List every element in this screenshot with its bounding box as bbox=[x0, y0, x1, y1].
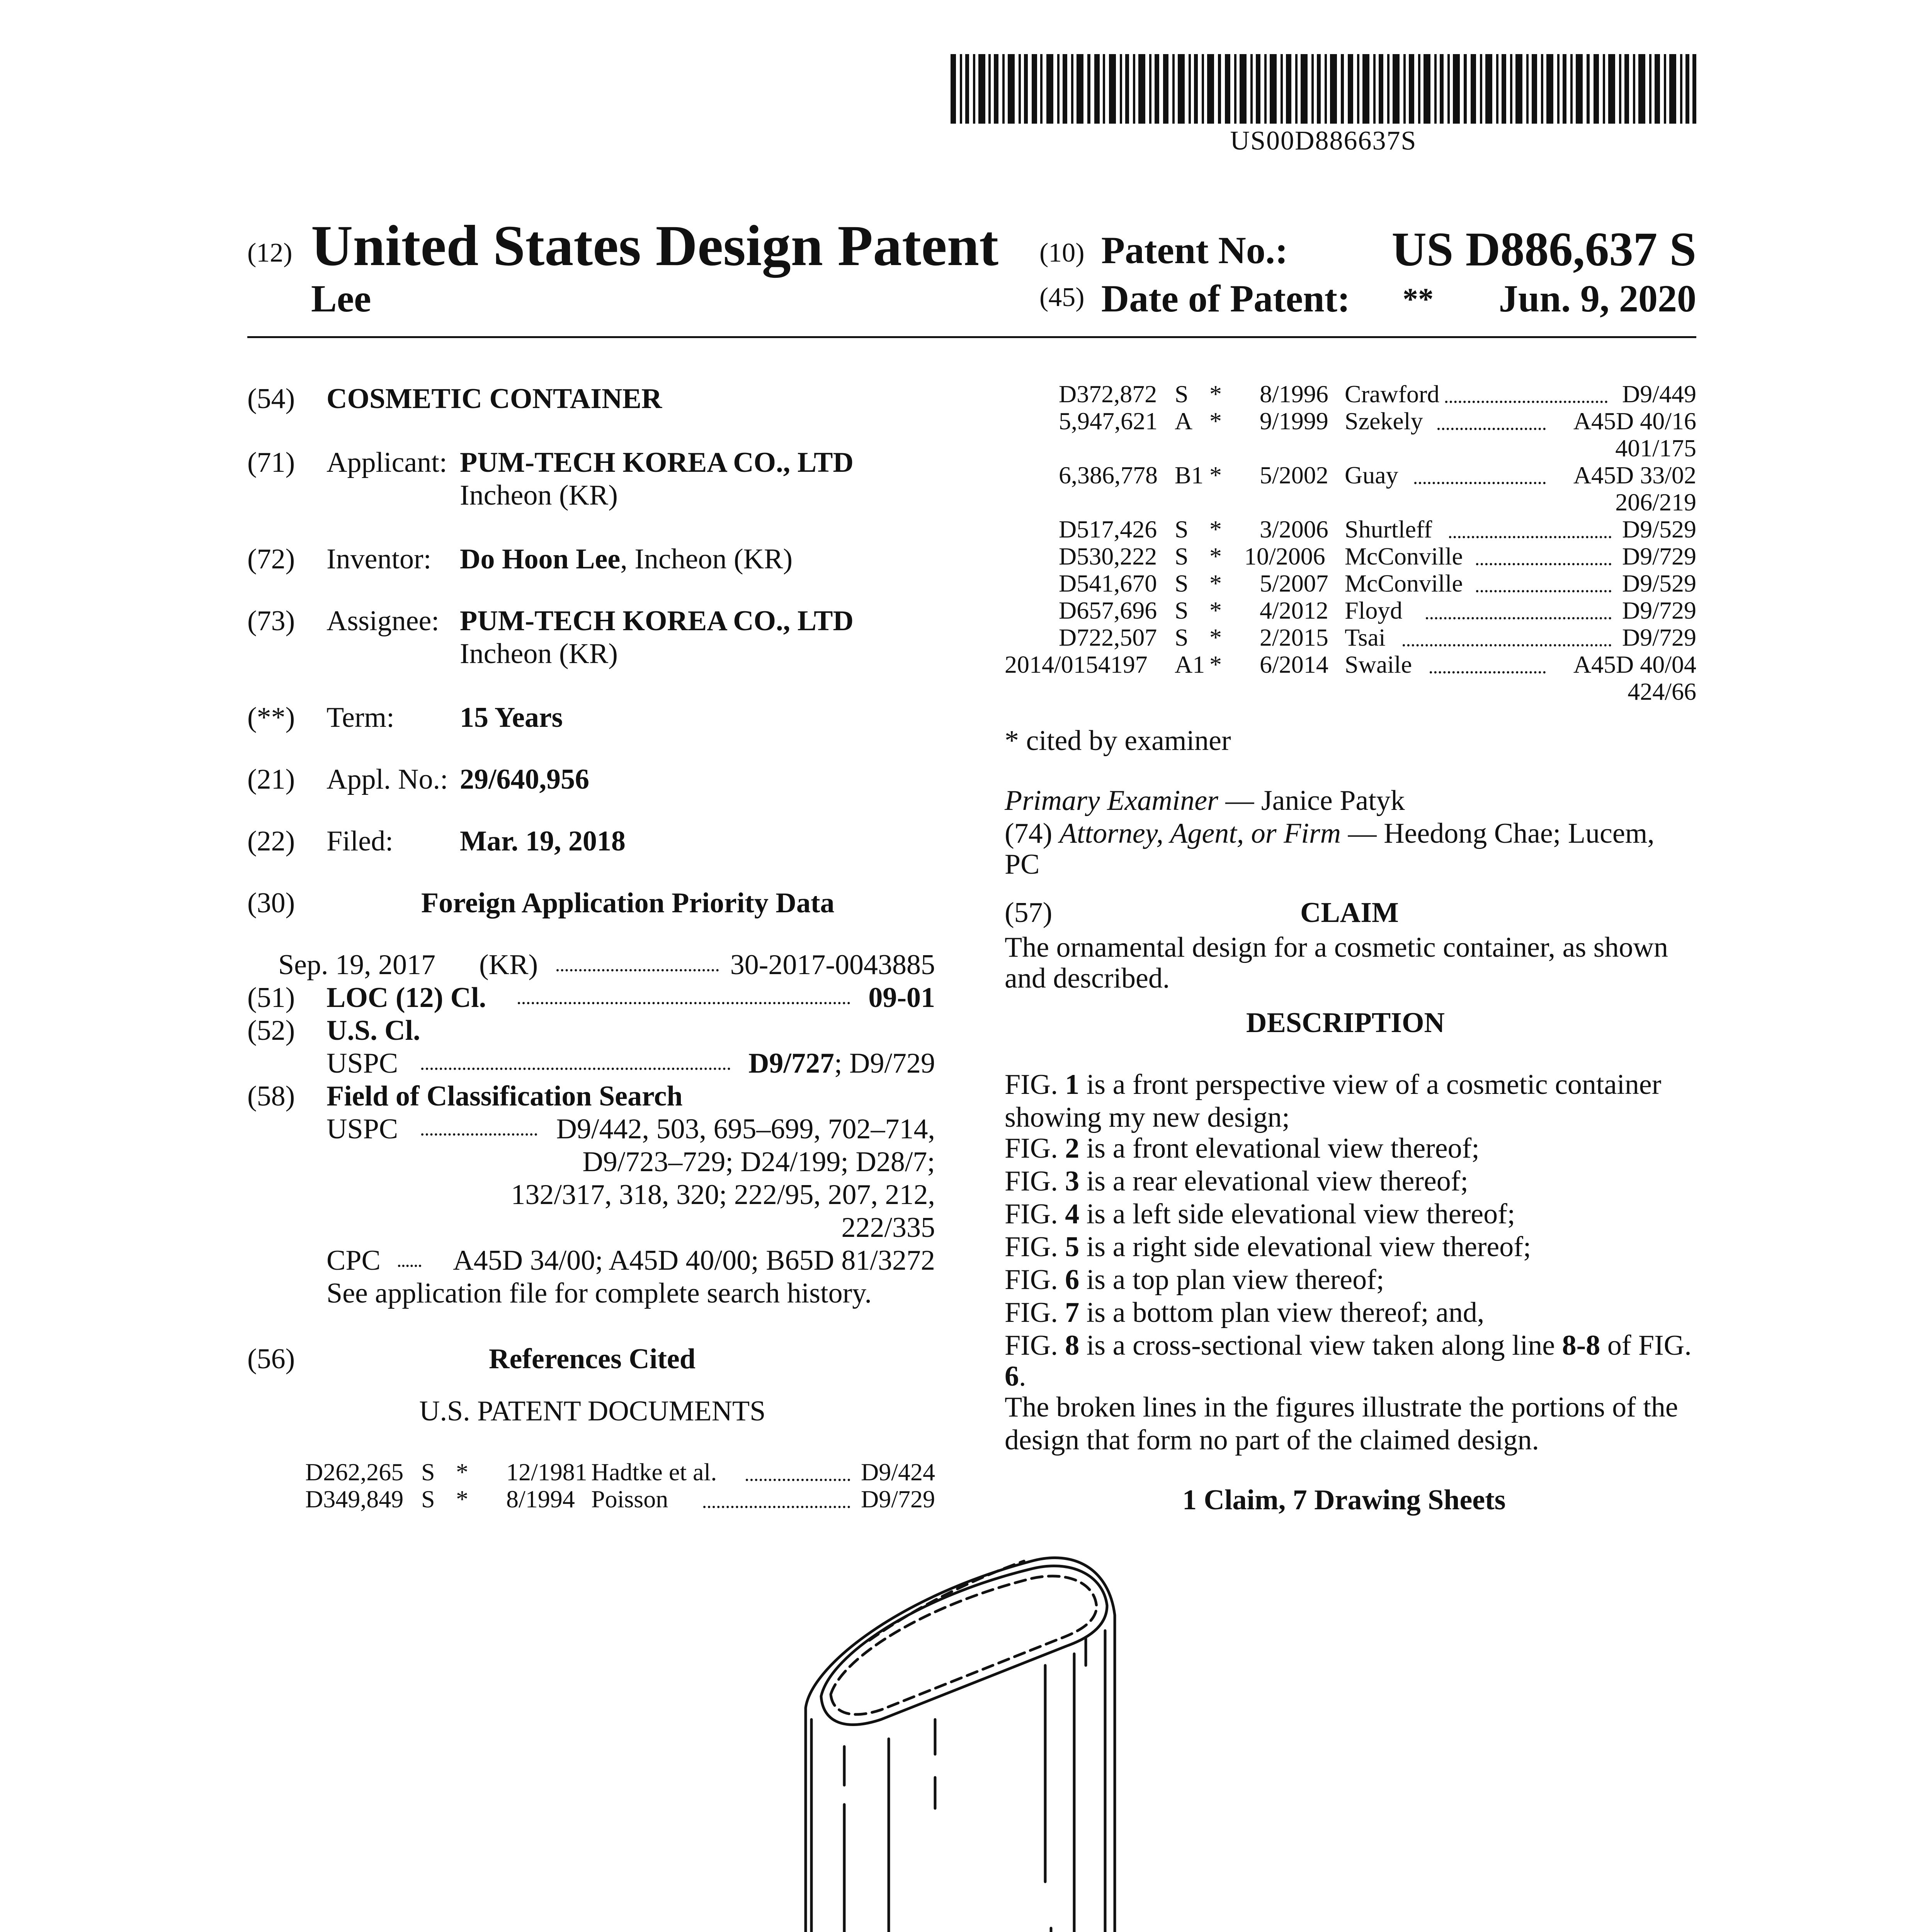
document-title: United States Design Patent bbox=[311, 214, 999, 278]
ref-class: D9/424 bbox=[861, 1458, 935, 1486]
attorney-line-2: PC bbox=[1005, 849, 1040, 880]
leader-dots bbox=[421, 1133, 537, 1136]
ref-date: 9/1999 bbox=[1260, 407, 1328, 435]
section-line-number: 8-8 bbox=[1562, 1330, 1600, 1361]
ref-number: D530,222 bbox=[1059, 543, 1157, 570]
header-rule bbox=[247, 336, 1696, 338]
table-row bbox=[1005, 651, 1696, 705]
primary-examiner-name: — Janice Patyk bbox=[1218, 785, 1405, 816]
desc-text: FIG. bbox=[1005, 1231, 1065, 1263]
leader-dots bbox=[1403, 644, 1611, 646]
ref-number: D541,670 bbox=[1059, 570, 1157, 597]
code-21: (21) bbox=[247, 764, 295, 795]
ref-class-secondary: 206/219 bbox=[1615, 488, 1696, 516]
loc-value: 09-01 bbox=[868, 982, 935, 1014]
title-of-design: COSMETIC CONTAINER bbox=[327, 383, 662, 415]
description-heading: DESCRIPTION bbox=[1246, 1007, 1445, 1039]
description-line bbox=[1005, 1068, 1661, 1101]
ref-kind: S bbox=[1175, 597, 1189, 624]
ref-date: 8/1996 bbox=[1260, 380, 1328, 408]
code-45: (45) bbox=[1039, 282, 1085, 312]
term-value: 15 Years bbox=[460, 702, 563, 733]
code-57: (57) bbox=[1005, 897, 1053, 929]
table-row bbox=[1005, 543, 1696, 570]
ref-kind: A bbox=[1175, 407, 1193, 435]
inventor-name: Do Hoon Lee bbox=[460, 543, 621, 575]
references-heading: References Cited bbox=[489, 1343, 696, 1375]
ref-star: * bbox=[1209, 461, 1222, 489]
desc-text: FIG. bbox=[1005, 1165, 1065, 1197]
date-label: Date of Patent: bbox=[1101, 277, 1350, 320]
assignee-location: Incheon (KR) bbox=[460, 638, 618, 670]
ref-star: * bbox=[1209, 407, 1222, 435]
leader-dots bbox=[1426, 617, 1611, 619]
code-51: (51) bbox=[247, 982, 295, 1014]
description-line bbox=[1005, 1101, 1290, 1134]
applicant-name: PUM-TECH KOREA CO., LTD bbox=[460, 447, 854, 478]
ref-class: A45D 33/02 bbox=[1573, 461, 1696, 489]
code-10: (10) bbox=[1039, 238, 1085, 268]
ref-class-secondary: 424/66 bbox=[1628, 678, 1696, 705]
cpc-value: A45D 34/00; A45D 40/00; B65D 81/3272 bbox=[453, 1245, 935, 1276]
ref-number: D372,872 bbox=[1059, 380, 1157, 408]
ref-number: D262,265 bbox=[305, 1458, 404, 1486]
claims-and-sheets: 1 Claim, 7 Drawing Sheets bbox=[1182, 1484, 1506, 1516]
desc-text: The broken lines in the figures illustrate the portions of the bbox=[1005, 1391, 1678, 1423]
ref-number: D517,426 bbox=[1059, 515, 1157, 543]
ref-date: 3/2006 bbox=[1260, 515, 1328, 543]
ref-kind: S bbox=[1175, 543, 1189, 570]
code-58: (58) bbox=[247, 1080, 295, 1112]
inventor-value bbox=[460, 543, 793, 575]
ref-class: D9/449 bbox=[1622, 380, 1696, 408]
loc-label: LOC (12) Cl. bbox=[327, 982, 486, 1014]
code-72: (72) bbox=[247, 543, 295, 575]
fig-number: 2 bbox=[1065, 1133, 1080, 1164]
uspc-primary: D9/727 bbox=[748, 1048, 834, 1079]
description-line bbox=[1005, 1329, 1692, 1362]
code-71: (71) bbox=[247, 447, 295, 478]
ref-name: Hadtke et al. bbox=[591, 1458, 717, 1486]
appl-no-label: Appl. No.: bbox=[327, 764, 448, 795]
ref-name: Floyd bbox=[1345, 597, 1403, 624]
ref-date: 12/1981 bbox=[506, 1458, 587, 1486]
desc-text: FIG. bbox=[1005, 1069, 1065, 1100]
patent-number: US D886,637 S bbox=[1391, 223, 1696, 276]
ref-date: 5/2007 bbox=[1260, 570, 1328, 597]
search-line-2: D9/723–729; D24/199; D28/7; bbox=[582, 1146, 935, 1178]
leader-dots bbox=[1430, 671, 1546, 673]
ref-star: * bbox=[1209, 597, 1222, 624]
desc-text: is a left side elevational view thereof; bbox=[1079, 1198, 1515, 1230]
barcode bbox=[951, 54, 1696, 124]
desc-text: FIG. bbox=[1005, 1264, 1065, 1296]
uspc-label: USPC bbox=[327, 1048, 398, 1079]
fig-number: 6 bbox=[1005, 1361, 1019, 1392]
primary-examiner-label: Primary Examiner bbox=[1005, 785, 1218, 816]
desc-text: is a bottom plan view thereof; and, bbox=[1079, 1297, 1485, 1328]
desc-text: is a right side elevational view thereof; bbox=[1079, 1231, 1531, 1263]
ref-kind: S bbox=[421, 1485, 435, 1513]
description-line bbox=[1005, 1132, 1480, 1165]
assignee-label: Assignee: bbox=[327, 605, 439, 637]
fig-number: 8 bbox=[1065, 1330, 1080, 1361]
ref-number: 5,947,621 bbox=[1059, 407, 1158, 435]
ref-name: Szekely bbox=[1345, 407, 1423, 435]
ref-class: D9/529 bbox=[1622, 515, 1696, 543]
assignee-name: PUM-TECH KOREA CO., LTD bbox=[460, 605, 854, 637]
ref-number: 2014/0154197 bbox=[1005, 651, 1148, 678]
ref-number: 6,386,778 bbox=[1059, 461, 1158, 489]
desc-text: of FIG. bbox=[1600, 1330, 1692, 1361]
desc-text: is a front elevational view thereof; bbox=[1079, 1133, 1480, 1164]
table-row bbox=[305, 1459, 935, 1486]
claim-text-line-1: The ornamental design for a cosmetic container, as shown bbox=[1005, 932, 1668, 963]
ref-date: 2/2015 bbox=[1260, 624, 1328, 651]
code-56: (56) bbox=[247, 1343, 295, 1375]
applicant-label: Applicant: bbox=[327, 447, 447, 478]
ref-date: 8/1994 bbox=[506, 1485, 575, 1513]
code-74: (74) bbox=[1005, 818, 1053, 849]
ref-class: D9/529 bbox=[1622, 570, 1696, 597]
description-line bbox=[1005, 1296, 1484, 1329]
desc-text: FIG. bbox=[1005, 1198, 1065, 1230]
leader-dots bbox=[1476, 590, 1611, 592]
ref-kind: S bbox=[421, 1458, 435, 1486]
date-marker: ** bbox=[1403, 282, 1434, 316]
ref-date: 4/2012 bbox=[1260, 597, 1328, 624]
ref-class: D9/729 bbox=[1622, 624, 1696, 651]
table-row bbox=[1005, 597, 1696, 624]
ref-name: Poisson bbox=[591, 1485, 668, 1513]
table-row bbox=[1005, 570, 1696, 597]
description-line bbox=[1005, 1264, 1384, 1296]
claim-text-line-2: and described. bbox=[1005, 963, 1170, 994]
ref-star: * bbox=[456, 1458, 468, 1486]
table-row bbox=[1005, 462, 1696, 516]
fig-number: 1 bbox=[1065, 1069, 1080, 1100]
uspc-value bbox=[748, 1047, 935, 1080]
ref-star: * bbox=[1209, 651, 1222, 678]
priority-country: (KR) bbox=[479, 949, 538, 981]
priority-heading: Foreign Application Priority Data bbox=[421, 887, 835, 919]
publication-number: US00D886637S bbox=[1230, 126, 1417, 156]
us-cl-label: U.S. Cl. bbox=[327, 1015, 420, 1046]
ref-date: 10/2006 bbox=[1244, 543, 1325, 570]
search-line-3: 132/317, 318, 320; 222/95, 207, 212, bbox=[511, 1179, 935, 1211]
description-line bbox=[1005, 1198, 1515, 1230]
leader-dots bbox=[421, 1068, 730, 1070]
leader-dots bbox=[1437, 428, 1546, 430]
ref-number: D722,507 bbox=[1059, 624, 1157, 651]
leader-dots bbox=[398, 1265, 421, 1267]
appl-no-value: 29/640,956 bbox=[460, 764, 590, 795]
ref-date: 5/2002 bbox=[1260, 461, 1328, 489]
search-line-1: D9/442, 503, 695–699, 702–714, bbox=[556, 1113, 935, 1145]
leader-dots bbox=[556, 969, 719, 971]
us-patent-documents-heading: U.S. PATENT DOCUMENTS bbox=[419, 1395, 766, 1427]
table-row bbox=[1005, 624, 1696, 651]
table-row bbox=[305, 1486, 935, 1513]
priority-date: Sep. 19, 2017 bbox=[278, 949, 435, 981]
patent-no-label: Patent No.: bbox=[1101, 229, 1288, 272]
table-row bbox=[1005, 408, 1696, 462]
code-22: (22) bbox=[247, 825, 295, 857]
ref-date: 6/2014 bbox=[1260, 651, 1328, 678]
desc-text: FIG. bbox=[1005, 1133, 1065, 1164]
ref-class: D9/729 bbox=[1622, 597, 1696, 624]
date-of-patent: Jun. 9, 2020 bbox=[1498, 277, 1696, 320]
ref-kind: S bbox=[1175, 380, 1189, 408]
ref-star: * bbox=[1209, 380, 1222, 408]
cpc-label: CPC bbox=[327, 1245, 381, 1276]
ref-name: Guay bbox=[1345, 461, 1398, 489]
code-term: (**) bbox=[247, 702, 295, 733]
desc-text: . bbox=[1019, 1361, 1026, 1392]
ref-name: Shurtleff bbox=[1345, 515, 1432, 543]
fig-number: 6 bbox=[1065, 1264, 1080, 1296]
code-54: (54) bbox=[247, 383, 295, 415]
desc-text: is a top plan view thereof; bbox=[1079, 1264, 1384, 1296]
ref-kind: S bbox=[1175, 624, 1189, 651]
filed-label: Filed: bbox=[327, 825, 393, 857]
claim-heading: CLAIM bbox=[1300, 897, 1399, 929]
ref-kind: A1 bbox=[1175, 651, 1205, 678]
description-line bbox=[1005, 1360, 1026, 1393]
ref-kind: S bbox=[1175, 515, 1189, 543]
ref-star: * bbox=[1209, 570, 1222, 597]
description-line bbox=[1005, 1391, 1678, 1423]
search-uspc-label: USPC bbox=[327, 1113, 398, 1145]
fig-number: 7 bbox=[1065, 1297, 1080, 1328]
leader-dots bbox=[703, 1506, 850, 1508]
uspc-secondary: ; D9/729 bbox=[834, 1048, 935, 1079]
applicant-location: Incheon (KR) bbox=[460, 480, 618, 511]
ref-number: D349,849 bbox=[305, 1485, 404, 1513]
ref-star: * bbox=[1209, 624, 1222, 651]
desc-text: is a rear elevational view thereof; bbox=[1079, 1165, 1468, 1197]
desc-text: FIG. bbox=[1005, 1330, 1065, 1361]
ref-class: D9/729 bbox=[1622, 543, 1696, 570]
code-73: (73) bbox=[247, 605, 295, 637]
inventor-location: , Incheon (KR) bbox=[620, 543, 793, 575]
desc-text: is a front perspective view of a cosmetic container bbox=[1079, 1069, 1662, 1100]
ref-name: McConville bbox=[1345, 543, 1463, 570]
see-application-note: See application file for complete search history. bbox=[327, 1277, 872, 1309]
priority-number: 30-2017-0043885 bbox=[730, 949, 935, 981]
ref-star: * bbox=[1209, 515, 1222, 543]
ref-class: A45D 40/04 bbox=[1573, 651, 1696, 678]
inventor-label: Inventor: bbox=[327, 543, 432, 575]
fig-number: 4 bbox=[1065, 1198, 1080, 1230]
ref-class-secondary: 401/175 bbox=[1615, 434, 1696, 462]
ref-kind: B1 bbox=[1175, 461, 1204, 489]
attorney bbox=[1005, 817, 1655, 850]
leader-dots bbox=[746, 1479, 850, 1481]
code-12: (12) bbox=[247, 238, 293, 268]
desc-text: FIG. bbox=[1005, 1297, 1065, 1328]
fig-number: 3 bbox=[1065, 1165, 1080, 1197]
code-52: (52) bbox=[247, 1015, 295, 1046]
attorney-label: Attorney, Agent, or Firm bbox=[1059, 818, 1341, 849]
table-row bbox=[1005, 516, 1696, 543]
cosmetic-container-figure bbox=[753, 1538, 1190, 1932]
term-label: Term: bbox=[327, 702, 395, 733]
filed-value: Mar. 19, 2018 bbox=[460, 825, 626, 857]
ref-name: McConville bbox=[1345, 570, 1463, 597]
desc-text: showing my new design; bbox=[1005, 1102, 1290, 1133]
ref-name: Swaile bbox=[1345, 651, 1412, 678]
description-line bbox=[1005, 1165, 1468, 1197]
description-line bbox=[1005, 1231, 1531, 1263]
inventor-surname: Lee bbox=[311, 277, 371, 320]
ref-star: * bbox=[1209, 543, 1222, 570]
ref-star: * bbox=[456, 1485, 468, 1513]
ref-number: D657,696 bbox=[1059, 597, 1157, 624]
search-line-4: 222/335 bbox=[841, 1212, 935, 1243]
description-line bbox=[1005, 1424, 1539, 1456]
leader-dots bbox=[1414, 482, 1546, 484]
attorney-name: — Heedong Chae; Lucem, bbox=[1341, 818, 1655, 849]
leader-dots bbox=[1445, 401, 1607, 403]
cited-by-examiner: * cited by examiner bbox=[1005, 725, 1231, 757]
primary-examiner bbox=[1005, 784, 1405, 817]
ref-name: Tsai bbox=[1345, 624, 1386, 651]
fig-number: 5 bbox=[1065, 1231, 1080, 1263]
ref-class: A45D 40/16 bbox=[1573, 407, 1696, 435]
code-30: (30) bbox=[247, 887, 295, 919]
field-search-heading: Field of Classification Search bbox=[327, 1080, 683, 1112]
leader-dots bbox=[1449, 536, 1611, 538]
ref-name: Crawford bbox=[1345, 380, 1440, 408]
desc-text: design that form no part of the claimed design. bbox=[1005, 1424, 1539, 1456]
leader-dots bbox=[518, 1002, 850, 1004]
desc-text: is a cross-sectional view taken along line bbox=[1079, 1330, 1562, 1361]
ref-kind: S bbox=[1175, 570, 1189, 597]
ref-class: D9/729 bbox=[861, 1485, 935, 1513]
leader-dots bbox=[1476, 563, 1611, 565]
table-row bbox=[1005, 381, 1696, 408]
